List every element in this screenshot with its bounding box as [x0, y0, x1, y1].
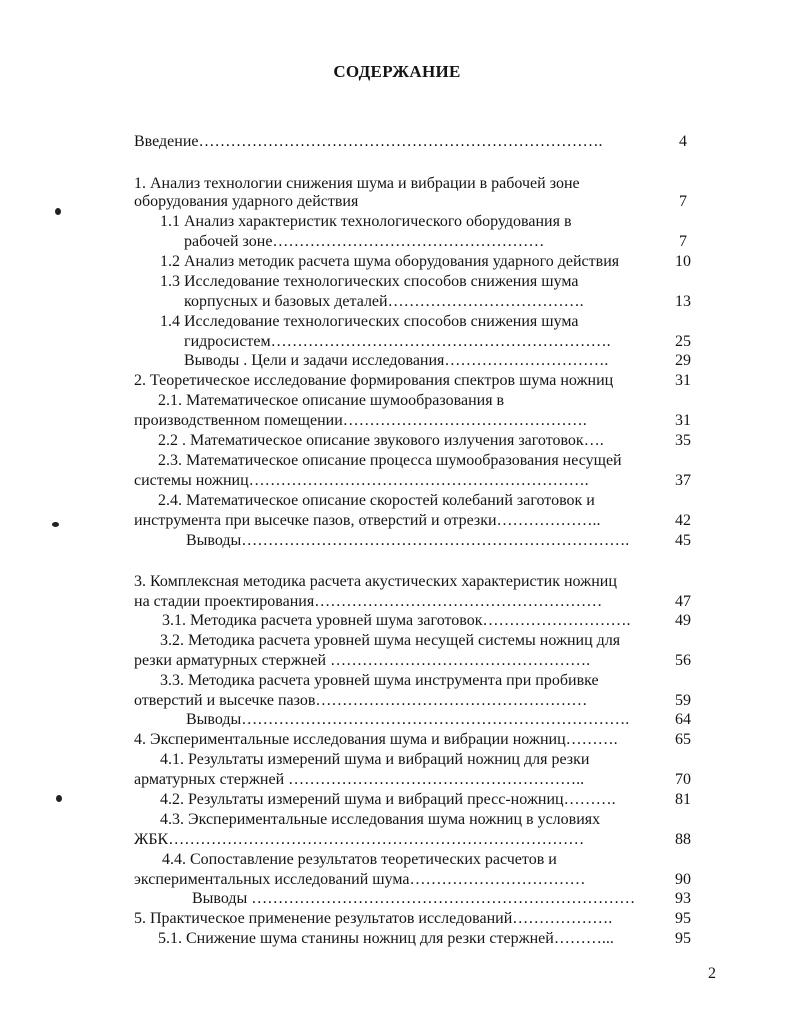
- toc-line: корпусных и базовых деталей……………………………….: [184, 293, 584, 310]
- toc-page-number: 29: [675, 352, 691, 369]
- toc-page-number: 47: [675, 593, 691, 610]
- toc-line: 4.3. Экспериментальные исследования шума ножниц в условиях: [160, 811, 601, 828]
- toc-page-number: 25: [675, 333, 691, 350]
- toc-line: 3.2. Методика расчета уровней шума несущей системы ножниц для: [160, 632, 621, 649]
- toc-page-number: 90: [675, 871, 691, 888]
- toc-line: гидросистем……………………………………………………….: [184, 333, 611, 350]
- toc-line: на стадии проектирования………………………………………………: [134, 593, 603, 610]
- toc-page-number: 7: [679, 193, 687, 210]
- page-number: 2: [708, 965, 716, 982]
- toc-page-number: 65: [675, 731, 691, 748]
- toc-page-number: 64: [675, 711, 691, 728]
- toc-page-number: 56: [675, 652, 691, 669]
- toc-line: ЖБК……………………………………………………………………: [134, 831, 585, 848]
- toc-line: отверстий и высечке пазов……………………………………………: [134, 692, 588, 709]
- toc-page-number: 88: [675, 831, 691, 848]
- toc-page-number: 42: [675, 512, 691, 529]
- toc-line: 3.3. Методика расчета уровней шума инструмента при пробивке: [160, 672, 599, 689]
- toc-page-number: 59: [675, 692, 691, 709]
- toc-line: 4.4. Сопоставление результатов теоретических расчетов и: [162, 851, 557, 868]
- toc-page-number: 45: [675, 532, 691, 549]
- toc-line: 2.2 . Математическое описание звукового излучения заготовок….: [158, 432, 604, 449]
- toc-line: Выводы . Цели и задачи исследования………………………….: [184, 352, 609, 369]
- toc-line: Выводы……………………………………………………………….: [186, 532, 630, 549]
- toc-line: 1.1 Анализ характеристик технологического оборудования в: [160, 213, 572, 230]
- toc-line: Выводы ………………………………………………………………: [192, 890, 636, 907]
- toc-page-number: 37: [675, 472, 691, 489]
- toc-page-number: 4: [679, 133, 687, 150]
- toc-page-number: 10: [675, 253, 691, 270]
- toc-line: 2.4. Математическое описание скоростей колебаний заготовок и: [158, 492, 595, 509]
- toc-line: Выводы……………………………………………………………….: [186, 711, 630, 728]
- toc-page-number: 70: [675, 771, 691, 788]
- toc-line: 3.1. Методика расчета уровней шума заготовок……………………….: [162, 612, 631, 629]
- toc-line: оборудования ударного действия: [134, 193, 359, 210]
- toc-line: экспериментальных исследований шума……………………………: [134, 871, 586, 888]
- toc-line: системы ножниц……………………………………………………….: [134, 472, 589, 489]
- toc-line: инструмента при высечке пазов, отверстий и отрезки………………..: [134, 512, 601, 529]
- scan-mark: [56, 795, 62, 802]
- toc-page-number: 13: [675, 293, 691, 310]
- toc-line: 4.1. Результаты измерений шума и вибраций ножниц для резки: [160, 751, 590, 768]
- toc-line: производственном помещении……………………………………….: [134, 412, 587, 429]
- toc-line: 2.1. Математическое описание шумообразования в: [158, 392, 505, 409]
- toc-line: 4.2. Результаты измерений шума и вибраций пресс-ножниц……….: [160, 791, 616, 808]
- scan-mark: [52, 522, 59, 527]
- toc-page-number: 7: [679, 233, 687, 250]
- toc-line: 1.4 Исследование технологических способов снижения шума: [160, 313, 579, 330]
- toc-page-number: 35: [675, 432, 691, 449]
- scan-mark: [55, 208, 61, 215]
- toc-line: 2.3. Математическое описание процесса шумообразования несущей: [158, 452, 622, 469]
- toc-page-number: 81: [675, 791, 691, 808]
- toc-line: 1. Анализ технологии снижения шума и вибрации в рабочей зоне: [134, 175, 580, 192]
- toc-page-number: 31: [675, 412, 691, 429]
- toc-line: 3. Комплексная методика расчета акустических характеристик ножниц: [134, 573, 617, 590]
- toc-line: 5.1. Снижение шума станины ножниц для резки стержней………...: [158, 930, 614, 947]
- toc-page-number: 95: [675, 930, 691, 947]
- toc-page-number: 31: [675, 372, 691, 389]
- toc-line: 1.2 Анализ методик расчета шума оборудования ударного действия: [160, 253, 620, 270]
- toc-page-number: 93: [675, 890, 691, 907]
- toc-page-number: 95: [675, 910, 691, 927]
- page-title: СОДЕРЖАНИЕ: [333, 62, 461, 81]
- toc-line: 5. Практическое применение результатов исследований……………….: [134, 910, 613, 927]
- toc-line: 2. Теоретическое исследование формирования спектров шума ножниц: [134, 372, 614, 389]
- toc-line: 1.3 Исследование технологических способов снижения шума: [160, 273, 579, 290]
- toc-line: арматурных стержней ………………………………………………..: [134, 771, 585, 788]
- toc-line: Введение………………………………………………………………….: [134, 133, 603, 150]
- toc-page-number: 49: [675, 612, 691, 629]
- toc-line: 4. Экспериментальные исследования шума и вибрации ножниц……….: [134, 731, 618, 748]
- toc-line: резки арматурных стержней ………………………………………….: [134, 652, 591, 669]
- toc-line: рабочей зоне……………………………………………: [184, 233, 545, 250]
